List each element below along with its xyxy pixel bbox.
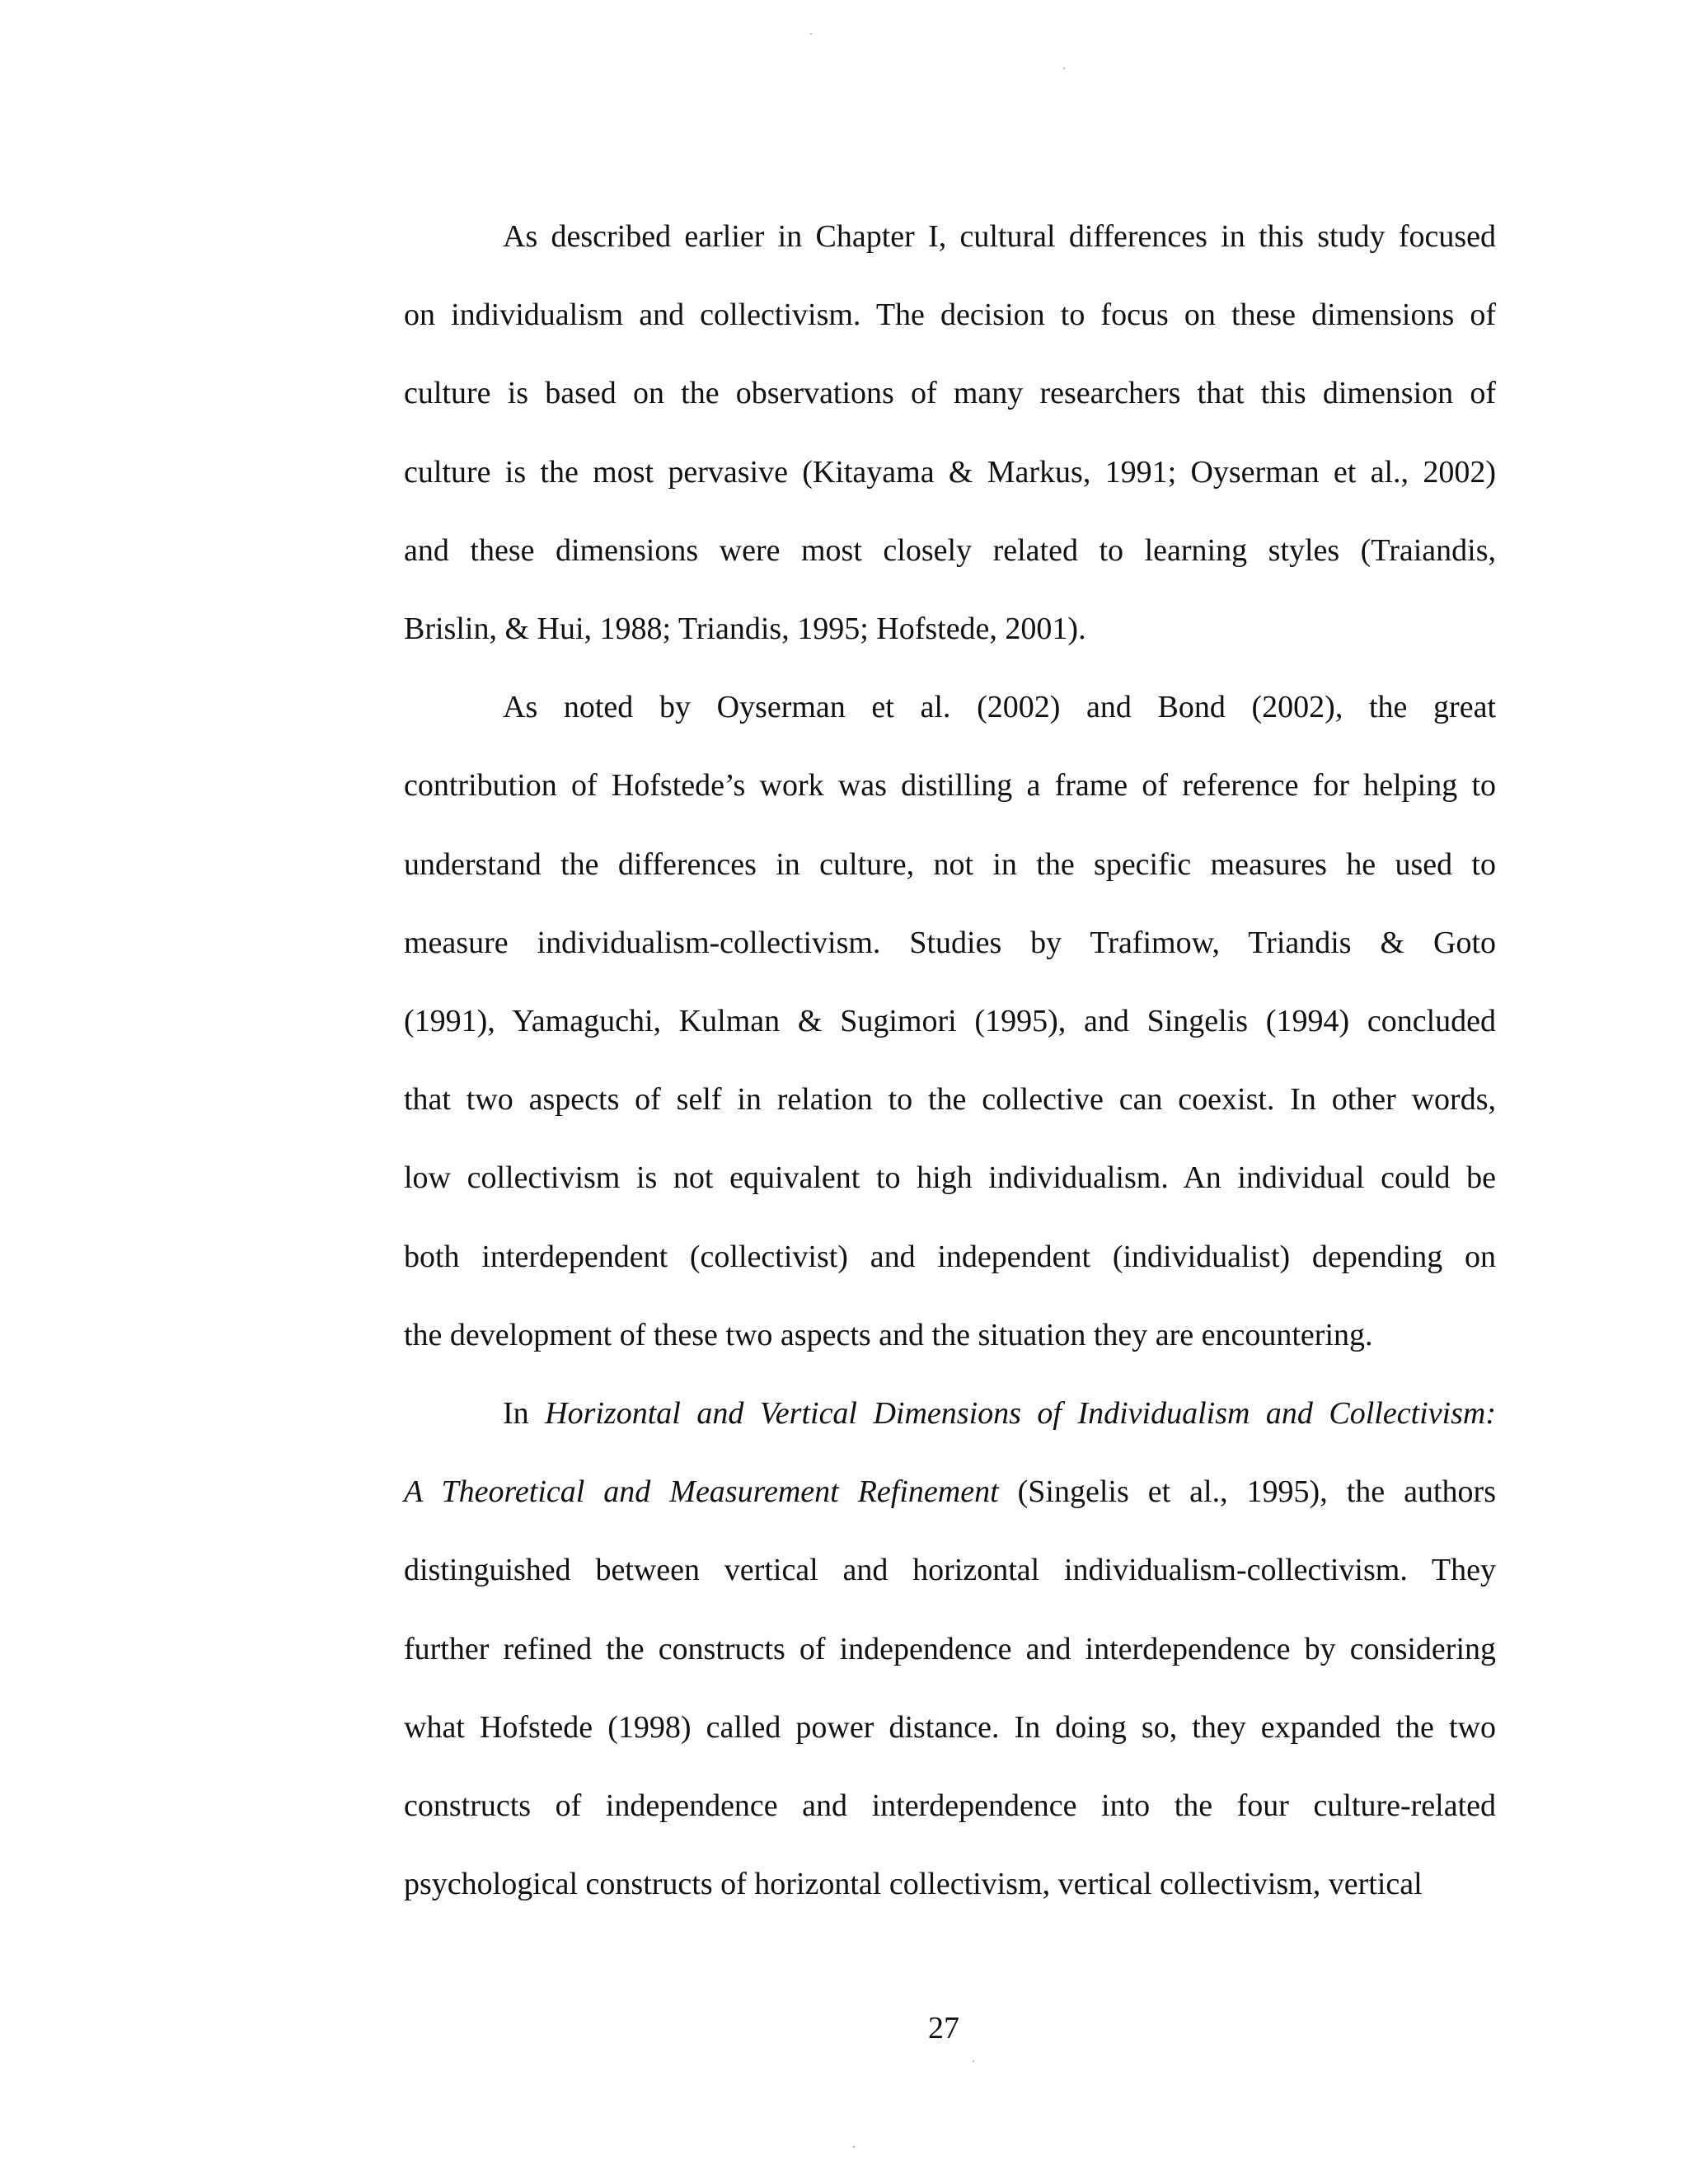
text-segment: In	[503, 1396, 546, 1431]
text-line	[503, 687, 1496, 728]
text-line	[404, 1471, 1496, 1512]
text-line	[404, 765, 1496, 806]
text-line	[404, 1549, 1496, 1591]
scan-speck	[853, 2146, 855, 2148]
text-line	[404, 1629, 1496, 1670]
italic-title-segment: A Theoretical and Measurement Refinement	[404, 1474, 999, 1510]
text-segment: Brislin, & Hui, 1988; Triandis, 1995; Hofstede, 2001).	[404, 612, 1086, 646]
text-segment: (1991), Yamaguchi, Kulman & Sugimori (1995), and Singelis (1994) concluded	[404, 1004, 1496, 1038]
text-segment: culture is the most pervasive (Kitayama & Markus, 1991; Oyserman et al., 2002)	[404, 454, 1496, 490]
text-segment: constructs of independence and interdependence into the four culture-related	[404, 1788, 1496, 1823]
text-line	[404, 1863, 1423, 1905]
text-segment: As noted by Oyserman et al. (2002) and Bond (2002), the great	[503, 690, 1496, 725]
text-line	[404, 1315, 1373, 1356]
text-segment: further refined the constructs of independence and interdependence by considering	[404, 1631, 1496, 1666]
text-line	[404, 1785, 1496, 1826]
italic-title-segment: Horizontal and Vertical Dimensions of Individualism and Collectivism:	[545, 1396, 1497, 1431]
text-line	[404, 530, 1496, 571]
text-segment: psychological constructs of horizontal collectivism, vertical collectivism, vertical	[404, 1867, 1423, 1902]
scan-speck	[810, 33, 812, 35]
text-line	[404, 844, 1496, 885]
text-segment: both interdependent (collectivist) and independent (individualist) depending on	[404, 1239, 1496, 1274]
text-line	[404, 1236, 1496, 1277]
page-number: 27	[928, 2011, 959, 2046]
text-segment: what Hofstede (1998) called power distance. In doing so, they expanded the two	[404, 1709, 1496, 1745]
text-line	[404, 1707, 1496, 1748]
text-line	[404, 1079, 1496, 1120]
scan-speck	[1063, 68, 1065, 69]
text-segment: As described earlier in Chapter I, cultural differences in this study focused	[503, 219, 1496, 254]
text-segment: and these dimensions were most closely related to learning styles (Traiandis,	[404, 532, 1496, 568]
text-segment: that two aspects of self in relation to the collective can coexist. In other words,	[404, 1082, 1496, 1118]
text-line	[503, 216, 1496, 257]
text-segment: on individualism and collectivism. The decision to focus on these dimensions of	[404, 298, 1496, 333]
text-segment: understand the differences in culture, not in the specific measures he used to	[404, 846, 1496, 882]
text-line	[404, 294, 1496, 335]
text-segment: culture is based on the observations of many researchers that this dimension of	[404, 376, 1496, 411]
text-line	[404, 1001, 1496, 1042]
text-segment: the development of these two aspects and the situation they are encountering.	[404, 1317, 1373, 1352]
text-segment: (Singelis et al., 1995), the authors	[998, 1474, 1496, 1510]
text-segment: contribution of Hofstede’s work was distilling a frame of reference for helping to	[404, 768, 1496, 804]
text-line	[503, 1393, 1496, 1434]
text-line	[404, 373, 1496, 414]
scan-speck	[973, 2060, 974, 2062]
text-segment: measure individualism-collectivism. Studies by Trafimow, Triandis & Goto	[404, 925, 1496, 960]
text-line	[404, 922, 1496, 963]
text-line	[404, 608, 1086, 649]
text-segment: distinguished between vertical and horizontal individualism-collectivism. They	[404, 1553, 1496, 1588]
text-segment: low collectivism is not equivalent to high individualism. An individual could be	[404, 1160, 1496, 1196]
text-line	[404, 452, 1496, 493]
text-line	[404, 1157, 1496, 1198]
